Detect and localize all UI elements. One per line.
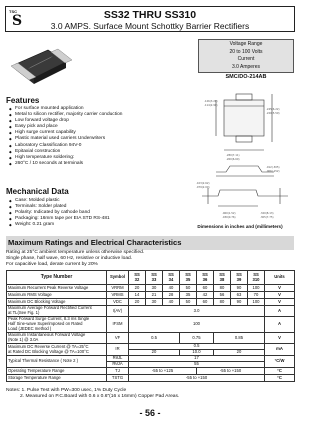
value-cell: 42 [197, 292, 214, 299]
value-cell: 55 [129, 362, 265, 368]
part-header: SS 33 [146, 271, 163, 285]
mechanical-data-list [9, 198, 189, 228]
param-label: Maximum Average Forward Rectified Current at TL(See Fig. 1) [7, 306, 107, 317]
features-heading: Features [6, 96, 40, 105]
type-number-header: Type Number [7, 271, 107, 285]
current-value: 3.0 Amperes [231, 63, 261, 70]
value-cell: 70 [248, 292, 265, 299]
svg-text:.305(7.75): .305(7.75) [260, 216, 274, 219]
value-cell: 30 [146, 299, 163, 306]
value-cell: 0.5 [129, 333, 180, 344]
symbol-cell: TSTG [107, 375, 129, 382]
value-cell: 0.75 [180, 333, 214, 344]
param-label: Storage Temperature Range [7, 375, 107, 382]
value-cell: 20 [129, 350, 180, 356]
feature-item: ◆ Metal to silicon rectifier, majority carrier conduction [9, 112, 189, 118]
symbol-cell: VRRM [107, 285, 129, 292]
value-cell: -55 to +150 [197, 368, 265, 375]
value-cell: -55 to +150 [129, 375, 265, 382]
feature-item: ◆ Laboratory Classification 94V-0 [9, 143, 189, 149]
package-name: SMC/DO-214AB [225, 74, 267, 80]
param-label: Maximum Instantaneous Forward Voltage (Note 1) @ 3.0A [7, 333, 107, 344]
unit-cell: V [265, 292, 295, 299]
voltage-range-label: Voltage Range [229, 41, 263, 47]
value-cell: 90 [231, 299, 248, 306]
rating-note-line: Single phase, half wave, 60 Hz, resistive or inductive load. [6, 255, 133, 261]
current-label: Current [237, 56, 255, 63]
value-cell: 63 [231, 292, 248, 299]
symbol-cell: IR [107, 344, 129, 356]
symbol-cell: RθJL [107, 356, 129, 362]
table-row [7, 317, 295, 333]
value-cell: 28 [163, 292, 180, 299]
symbol-cell: RθJA [107, 362, 129, 368]
param-label: Operating Temperature Range [7, 368, 107, 375]
units-header: Units [265, 271, 295, 285]
table-row [7, 368, 295, 375]
svg-text:.126(3.20): .126(3.20) [204, 100, 218, 103]
table-row [7, 375, 295, 382]
svg-text:.114(2.90): .114(2.90) [204, 104, 218, 107]
svg-text:.012(.305): .012(.305) [266, 166, 280, 169]
value-cell: 80 [214, 285, 231, 292]
unit-cell: V [265, 285, 295, 292]
symbol-cell: VDC [107, 299, 129, 306]
svg-text:.079(2.00): .079(2.00) [196, 186, 210, 189]
footnote-1: Notes: 1. Pulse Test with PW=300 usec, 1% Duty Cycle [6, 388, 127, 393]
value-cell: 3.0 [129, 306, 265, 317]
rating-note-line: Rating at 25°C ambient temperature unless otherwise specified. [6, 250, 145, 255]
footnote-2: 2. Measured on P.C.Board with 0.6 x 0.6"(16 x 16mm) Copper Pad Areas. [20, 394, 180, 399]
part-header: SS 38 [214, 271, 231, 285]
unit-cell: °C/W [265, 356, 295, 368]
value-cell: 40 [163, 299, 180, 306]
svg-text:.245(6.22): .245(6.22) [266, 108, 280, 111]
footnotes [6, 388, 294, 400]
mechanical-item: ◆ Polarity: Indicated by cathode band [9, 210, 189, 216]
value-cell: 80 [214, 299, 231, 306]
value-cell: 50 [180, 299, 197, 306]
unit-cell: °C [265, 368, 295, 375]
table-header-row [7, 271, 295, 285]
part-header: SS 36 [197, 271, 214, 285]
ratings-conditions [6, 250, 294, 267]
symbol-cell: TJ [107, 368, 129, 375]
symbol-cell: VRMS [107, 292, 129, 299]
svg-text:.320(8.13): .320(8.13) [260, 212, 274, 215]
value-cell: 56 [214, 292, 231, 299]
value-cell: 50 [180, 285, 197, 292]
value-cell: 40 [163, 285, 180, 292]
part-header: SS 39 [231, 271, 248, 285]
mechanical-item: ◆ Terminals: Solder plated [9, 204, 189, 210]
mechanical-item: ◆ Weight: 0.21 gram [9, 222, 189, 228]
value-cell: 60 [197, 299, 214, 306]
part-header: SS 310 [248, 271, 265, 285]
param-label: Peak Forward Surge Current, 8.3 ms Single Half Sine-wave Superimposed on Rated Load (JEDEC method ) [7, 317, 107, 333]
title-header [5, 6, 295, 32]
page-subtitle: 3.0 AMPS. Surface Mount Schottky Barrier Rectifiers [50, 21, 250, 31]
value-cell: 35 [180, 292, 197, 299]
feature-item: ◆ For surface mounted application [9, 106, 189, 112]
value-cell: 17 [129, 356, 265, 362]
logo-text: TSC [9, 9, 17, 14]
rating-note-line: For capacitive load, derate current by 20% [6, 261, 98, 267]
unit-cell: A [265, 317, 295, 333]
component-image [8, 40, 74, 92]
part-header: SS 32 [129, 271, 146, 285]
value-cell: 100 [248, 285, 265, 292]
feature-item: ◆ Low forward voltage drop [9, 118, 189, 124]
table-row [7, 292, 295, 299]
part-header: SS 35 [180, 271, 197, 285]
value-cell: -55 to +125 [129, 368, 197, 375]
value-cell: 90 [231, 285, 248, 292]
value-cell: 30 [146, 285, 163, 292]
svg-text:.060(1.52): .060(1.52) [222, 212, 236, 215]
mechanical-item: ◆ Packaging: 16mm tape per EIA STD RS-481 [9, 216, 189, 222]
feature-item: ◆ Easy pick and place [9, 124, 189, 130]
param-label: Maximum DC Reverse Current @ TA=25°C at Rated DC Blocking Voltage @ TA=100°C [7, 344, 107, 356]
ratings-table [6, 270, 295, 382]
ratings-heading: Maximum Ratings and Electrical Characteristics [6, 236, 294, 250]
param-label: Maximum Recurrent Peak Reverse Voltage [7, 285, 107, 292]
feature-item: ◆ Epitaxial construction [9, 149, 189, 155]
page-number: - 56 - [139, 408, 161, 418]
value-cell: 0.5 [129, 344, 265, 350]
table-row [7, 333, 295, 344]
svg-text:.220(5.59): .220(5.59) [266, 112, 280, 115]
svg-text:.030(0.76): .030(0.76) [222, 216, 236, 219]
param-label: Maximum DC Blocking Voltage [7, 299, 107, 306]
value-cell: 10.0 [180, 350, 214, 356]
feature-item: ◆ 260°C / 10 seconds at terminals [9, 161, 189, 167]
table-row [7, 299, 295, 306]
unit-cell: A [265, 306, 295, 317]
table-row [7, 285, 295, 292]
value-cell: 14 [129, 292, 146, 299]
value-cell: 0.85 [214, 333, 265, 344]
unit-cell: V [265, 333, 295, 344]
unit-cell: °C [265, 375, 295, 382]
logo-symbol: S [12, 13, 23, 29]
symbol-cell: IFSM [107, 317, 129, 333]
symbol-header: Symbol [107, 271, 129, 285]
value-cell: 100 [248, 299, 265, 306]
param-label: Typical Thermal Resistance ( Note 2 ) [7, 356, 107, 368]
features-list [9, 106, 189, 167]
table-row [7, 306, 295, 317]
voltage-range-value: 20 to 100 Volts [229, 48, 263, 55]
package-outline-drawing [196, 80, 294, 232]
unit-cell: V [265, 299, 295, 306]
param-label: Maximum RMS Voltage [7, 292, 107, 299]
svg-text:.103(2.62): .103(2.62) [196, 182, 210, 185]
value-cell: 20 [129, 285, 146, 292]
dimensions-caption: Dimensions in inches and (millimeters) [197, 224, 283, 229]
value-cell: 100 [129, 317, 265, 333]
feature-item: ◆ High surge current capability [9, 130, 189, 136]
svg-text:.006(.152): .006(.152) [266, 170, 280, 173]
feature-item: ◆ Plastic material used carriers Underwriters [9, 136, 189, 142]
page-title: SS32 THRU SS310 [103, 9, 197, 21]
spec-box [198, 39, 294, 73]
part-header: SS 34 [163, 271, 180, 285]
unit-cell: mA [265, 344, 295, 356]
value-cell: 21 [146, 292, 163, 299]
mechanical-item: ◆ Case: Molded plastic [9, 198, 189, 204]
symbol-cell: I(AV) [107, 306, 129, 317]
feature-item: ◆ High temperature soldering: [9, 155, 189, 161]
value-cell: 60 [197, 285, 214, 292]
symbol-cell: VF [107, 333, 129, 344]
value-cell: 20 [214, 350, 265, 356]
value-cell: 20 [129, 299, 146, 306]
mechanical-data-heading: Mechanical Data [6, 187, 69, 196]
svg-text:.280(7.11): .280(7.11) [226, 154, 240, 157]
svg-text:.260(6.60): .260(6.60) [226, 158, 240, 161]
